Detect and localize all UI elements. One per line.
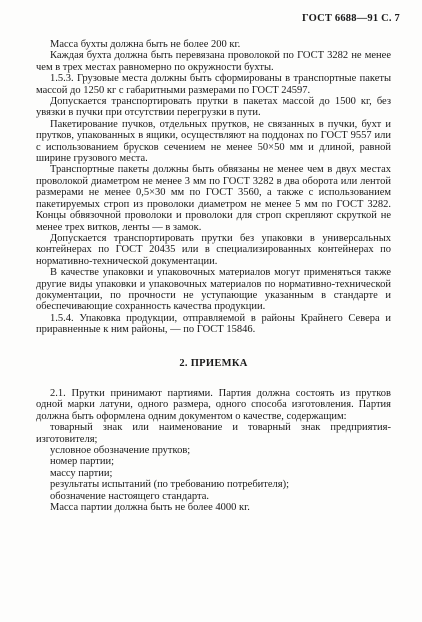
paragraph: Каждая бухта должна быть перевязана проволокой по ГОСТ 3282 не менее чем в трех местах равномерно по окружности бухты. [36, 50, 391, 73]
paragraph: 1.5.4. Упаковка продукции, отправляемой в районы Крайнего Севера и приравненные к ним районы, — по ГОСТ 15846. [36, 312, 391, 336]
running-header: ГОСТ 6688—91 С. 7 [301, 13, 400, 24]
paragraph: 1.5.3. Грузовые места должны быть сформированы в транспортные пакеты массой до 1250 кг с габаритными размерами по ГОСТ 24597. [36, 73, 391, 96]
paragraph: Масса партии должна быть не более 4000 кг. [50, 502, 250, 514]
list-item: массу партии; [50, 467, 113, 479]
list-item: условное обозначение прутков; [50, 445, 191, 456]
paragraph: Транспортные пакеты должны быть обвязаны не менее чем в двух местах проволокой диаметром не менее 3 мм по ГОСТ 3282 в два оборота или лентой размерами не менее 0,5×30 мм по ГОСТ 3560, а также с использованием пакетируемых строп из проволоки диаметром не менее 5 мм по ГОСТ 3282. Концы обвязочной проволоки и проволоки для строп скрепляют скруткой не менее трех витков, ленты — в замок. [36, 164, 391, 233]
section-heading: 2. ПРИЕМКА [179, 357, 248, 369]
paragraph: Пакетирование пучков, отдельных прутков, не связанных в пучки, бухт и прутков, упакованных в ящики, осуществляют на поддонах по ГОСТ 9557 или с использованием брусков сечением не менее 50×50 мм и длиной, равной ширине грузового места. [36, 118, 391, 165]
paragraph: 2.1. Прутки принимают партиями. Партия должна состоять из прутков одной марки латуни, одного размера, одного способа изготовления. Партия должна быть оформлена одним документом о качестве, содержащим: [36, 387, 391, 422]
list-item: обозначение настоящего стандарта. [50, 490, 210, 502]
paragraph: Допускается транспортировать прутки без упаковки в универсальных контейнерах по ГОСТ 20435 или в специализированных контейнерах по нормативно-технической документации. [36, 232, 391, 267]
paragraph: Допускается транспортировать прутки в пакетах массой до 1500 кг, без увязки в пучки при отсутствии перегрузки в пути. [36, 96, 391, 119]
list-item: номер партии; [50, 456, 114, 468]
list-item: результаты испытаний (по требованию потребителя); [50, 479, 290, 491]
paragraph: В качестве упаковки и упаковочных материалов могут применяться также другие виды упаковки и упаковочных материалов по нормативно-технической документации, по прочности не уступающие указанным в стандарте и обеспечивающие сохранность качества продукции. [36, 267, 391, 313]
document-body [36, 39, 391, 513]
paragraph: Масса бухты должна быть не более 200 кг. [50, 39, 241, 50]
list-item: товарный знак или наименование и товарный знак предприятия-изготовителя; [36, 422, 391, 445]
